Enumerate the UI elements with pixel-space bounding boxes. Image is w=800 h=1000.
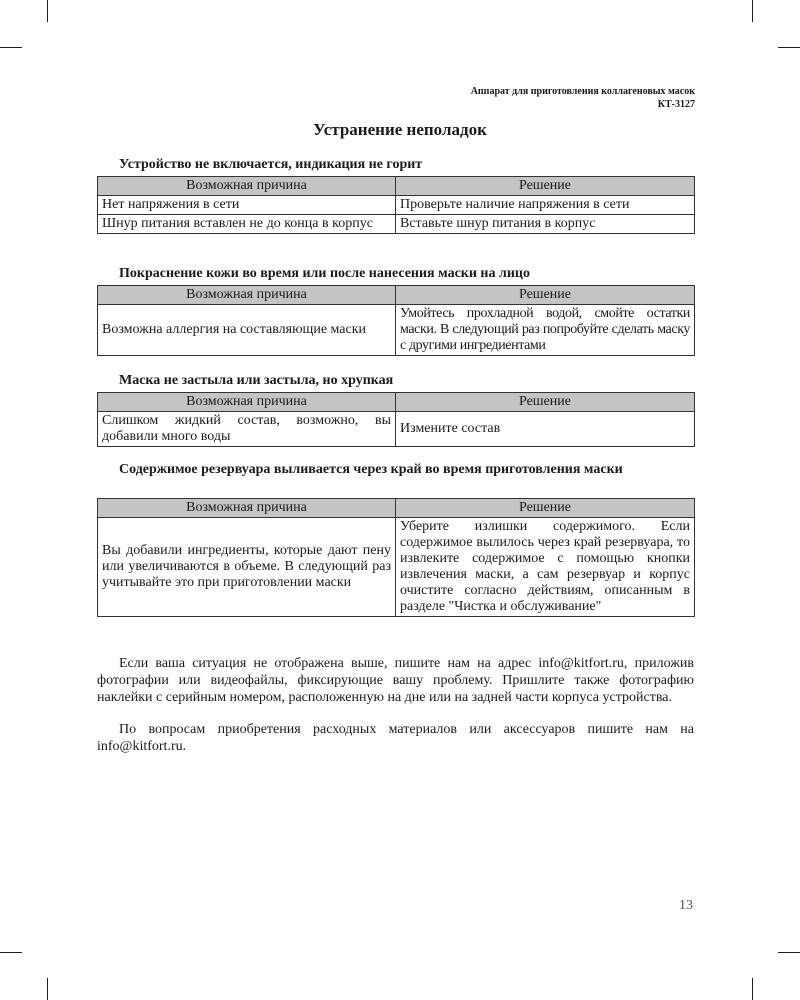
header-model: КТ-3127 xyxy=(657,99,695,110)
crop-mark xyxy=(47,0,48,22)
section-heading-no-power: Устройство не включается, индикация не горит xyxy=(119,157,423,172)
running-header xyxy=(471,85,695,111)
crop-mark xyxy=(752,0,753,22)
troubleshooting-table-mask-not-set xyxy=(97,392,695,447)
column-header-solution: Решение xyxy=(396,499,695,518)
troubleshooting-table-skin-redness xyxy=(97,285,695,356)
crop-mark xyxy=(778,952,800,953)
table-row xyxy=(98,412,695,447)
cause-cell: Вы добавили ингредиенты, которые дают пену или увеличиваются в объеме. В следующий раз учитывайте это при приготовлении маски xyxy=(98,518,396,617)
troubleshooting-table-overflow xyxy=(97,498,695,617)
section-heading-skin-redness: Покраснение кожи во время или после нанесения маски на лицо xyxy=(119,266,530,281)
cause-cell: Слишком жидкий состав, возможно, вы добавили много воды xyxy=(98,412,396,447)
section-heading-mask-not-set: Маска не застыла или застыла, но хрупкая xyxy=(119,373,394,388)
accessories-paragraph: По вопросам приобретения расходных материалов или аксессуаров пишите нам на info@kitfort.ru. xyxy=(97,722,694,754)
crop-mark xyxy=(752,978,753,1000)
column-header-cause: Возможная причина xyxy=(98,286,396,305)
cause-cell: Шнур питания вставлен не до конца в корпус xyxy=(98,215,396,234)
column-header-cause: Возможная причина xyxy=(98,393,396,412)
solution-cell: Уберите излишки содержимого. Если содержимое вылилось через край резервуара, то извлеките содержимое с помощью кнопки извлечения маски, а сам резервуар и корпус очистите согласно действиям, описанным в разделе "Чистка и обслуживание" xyxy=(396,518,695,617)
table-row xyxy=(98,518,695,617)
column-header-cause: Возможная причина xyxy=(98,177,396,196)
section-heading-overflow: Содержимое резервуара выливается через край во время приготовления маски xyxy=(119,462,623,477)
column-header-solution: Решение xyxy=(396,286,695,305)
page-title: Устранение неполадок xyxy=(313,120,487,139)
crop-mark xyxy=(0,952,22,953)
solution-cell: Вставьте шнур питания в корпус xyxy=(396,215,695,234)
solution-cell: Проверьте наличие напряжения в сети xyxy=(396,196,695,215)
table-row xyxy=(98,305,695,356)
table-row xyxy=(98,196,695,215)
contact-paragraph: Если ваша ситуация не отображена выше, пишите нам на адрес info@kitfort.ru, приложив фотографии или видеофайлы, фиксирующие вашу проблему. Пришлите также фотографию наклейки с серийным номером, расположенную на дне или на задней части корпуса устройства. xyxy=(97,656,694,705)
solution-cell: Умойтесь прохладной водой, смойте остатки маски. В следующий раз попробуйте сделать маску с другими ингредиентами xyxy=(396,305,695,356)
crop-mark xyxy=(47,978,48,1000)
crop-mark xyxy=(0,47,22,48)
troubleshooting-table-no-power xyxy=(97,176,695,234)
table-row xyxy=(98,215,695,234)
solution-cell: Измените состав xyxy=(396,412,695,447)
cause-cell: Нет напряжения в сети xyxy=(98,196,396,215)
header-product-name: Аппарат для приготовления коллагеновых масок xyxy=(470,86,695,97)
column-header-solution: Решение xyxy=(396,177,695,196)
page-number: 13 xyxy=(679,898,693,913)
column-header-solution: Решение xyxy=(396,393,695,412)
column-header-cause: Возможная причина xyxy=(98,499,396,518)
cause-cell: Возможна аллергия на составляющие маски xyxy=(98,305,396,356)
crop-mark xyxy=(778,47,800,48)
